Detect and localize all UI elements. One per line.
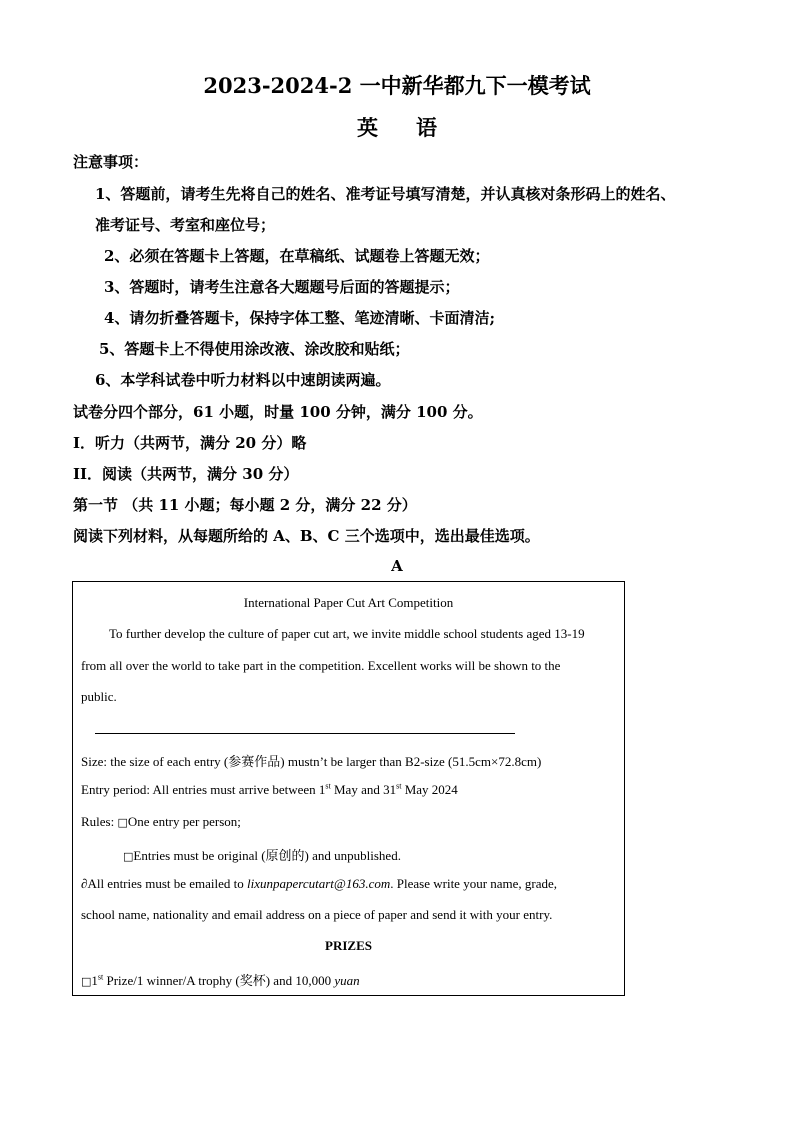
prize-1-num: 1	[91, 973, 98, 988]
prize-1-text: Prize/1 winner/A trophy (奖杯) and 10,000	[103, 973, 335, 988]
rule-1-text: One entry per person;	[127, 814, 241, 829]
passage-intro-line-1: To further develop the culture of paper cut art, we invite middle school students aged 13-19	[109, 626, 585, 641]
passage-label: A	[391, 557, 403, 575]
passage-title: International Paper Cut Art Competition	[243, 595, 454, 610]
prizes-heading: PRIZES	[325, 938, 372, 953]
note-item-3: 3、答题时，请考生注意各大题题号后面的答题提示；	[104, 278, 460, 296]
note-item-1: 1、答题前，请考生先将自己的姓名、准考证号填写清楚，并认真核对条形码上的姓名、	[95, 185, 676, 203]
divider-line	[95, 733, 515, 734]
reading-instruction: 阅读下列材料，从每题所给的 A、B、C 三个选项中，选出最佳选项。	[73, 527, 540, 545]
rule-2	[123, 845, 401, 864]
rule-3-cont: school name, nationality and email address on a piece of paper and send it with your entry.	[81, 907, 553, 922]
exam-title: 2023-2024-2 一中新华都九下一模考试	[203, 73, 591, 98]
rules-label: Rules:	[81, 814, 118, 829]
bullet-box-icon: □	[81, 975, 92, 988]
bullet-box-icon: □	[117, 816, 128, 829]
rule-3-text-b: . Please write your name, grade,	[390, 876, 558, 891]
note-item-5: 5、答题卡上不得使用涂改液、涂改胶和贴纸；	[99, 340, 410, 358]
note-item-2: 2、必须在答题卡上答题，在草稿纸、试题卷上答题无效；	[104, 247, 490, 265]
notes-heading: 注意事项：	[73, 153, 149, 171]
note-item-4: 4、请勿折叠答题卡，保持字体工整、笔迹清晰、卡面清洁;	[104, 309, 495, 327]
subject-title	[0, 112, 794, 142]
entry-period	[81, 782, 458, 798]
rule-3	[81, 876, 557, 892]
note-item-1-cont: 准考证号、考室和座位号；	[95, 216, 276, 234]
part-1-heading: I．听力（共两节，满分 20 分）略	[73, 434, 307, 452]
entry-period-sup-2: st	[396, 781, 402, 791]
rule-3-symbol: ∂	[81, 876, 88, 891]
prize-1-currency: yuan	[334, 973, 360, 988]
note-item-6: 6、本学科试卷中听力材料以中速朗读两遍。	[95, 371, 391, 389]
part-2-heading: II．阅读（共两节，满分 30 分）	[73, 465, 299, 483]
passage-intro-line-2: from all over the world to take part in the competition. Excellent works will be shown to the	[81, 658, 561, 673]
entry-size: Size: the size of each entry (参赛作品) mustn’t be larger than B2-size (51.5cm×72.8cm)	[81, 754, 542, 769]
exam-summary: 试卷分四个部分，61 小题，时量 100 分钟，满分 100 分。	[73, 403, 483, 421]
entry-period-suffix: May 2024	[401, 782, 458, 797]
rule-1	[81, 814, 241, 830]
rule-3-text-a: All entries must be emailed to	[87, 876, 248, 891]
section-1-heading: 第一节 （共 11 小题；每小题 2 分，满分 22 分）	[73, 496, 417, 514]
entry-period-prefix: Entry period: All entries must arrive between 1	[81, 782, 326, 797]
bullet-box-icon: □	[123, 850, 134, 863]
prize-1-sup: st	[97, 972, 104, 982]
passage-intro-line-3: public.	[81, 689, 117, 704]
subject-char-2: 语	[416, 115, 437, 140]
subject-char-1: 英	[357, 115, 378, 140]
contact-email: lixunpapercutart@163.com	[247, 876, 391, 891]
entry-period-mid: May and 31	[330, 782, 397, 797]
prize-1	[81, 970, 360, 989]
entry-period-sup-1: st	[325, 781, 331, 791]
rule-2-text: Entries must be original (原创的) and unpublished.	[133, 848, 401, 863]
